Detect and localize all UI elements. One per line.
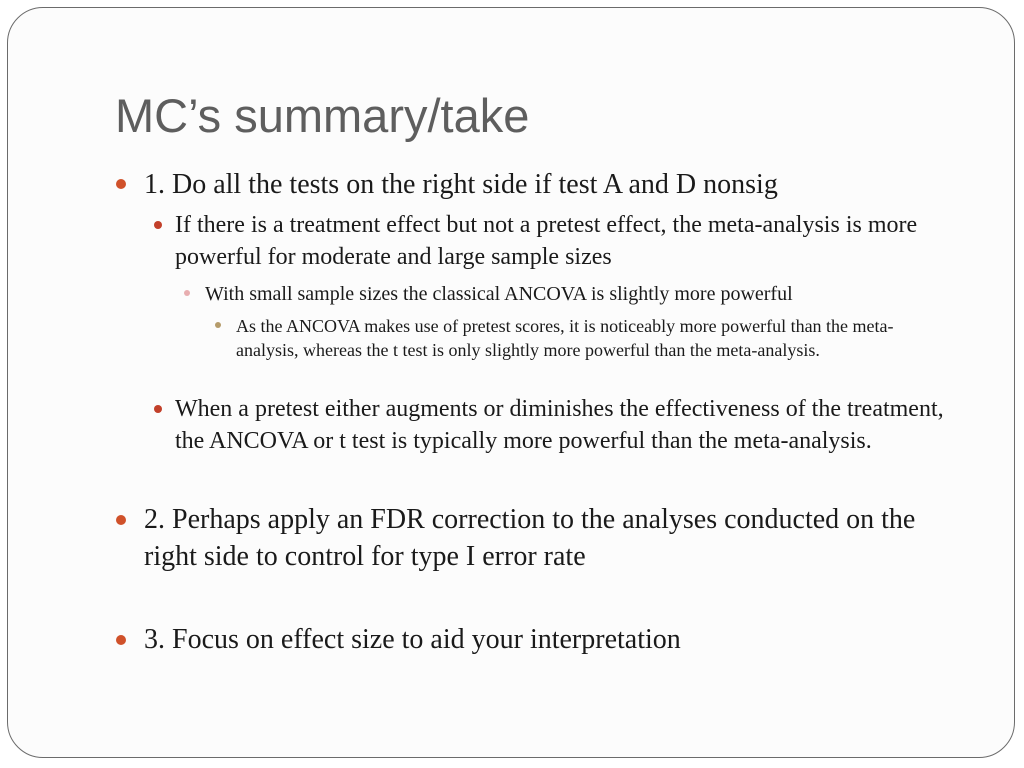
bullet-text: 1. Do all the tests on the right side if test A and D nonsig bbox=[144, 169, 778, 200]
bullet-dot-icon bbox=[154, 221, 162, 229]
bullet-dot-icon bbox=[154, 405, 162, 413]
bullet-dot-icon bbox=[116, 515, 126, 525]
bullet-dot-icon bbox=[116, 635, 126, 645]
bullet-text: When a pretest either augments or diminishes the effectiveness of the treatment, the ANCOVA or t test is typically more powerful than the meta-analysis. bbox=[175, 396, 944, 454]
bullet-dot-icon bbox=[116, 179, 126, 189]
bullet-text: If there is a treatment effect but not a pretest effect, the meta-analysis is more powerful for moderate and large sample sizes bbox=[175, 212, 918, 270]
bullet-dot-icon bbox=[215, 322, 221, 328]
slide-title: MC’s summary/take bbox=[115, 89, 530, 142]
bullet-text: As the ANCOVA makes use of pretest scores, it is noticeably more powerful than the meta-analysis, whereas the t test is only slightly more powerful than the meta-analysis. bbox=[236, 316, 894, 360]
bullet-dot-icon bbox=[184, 290, 190, 296]
bullet-text: 2. Perhaps apply an FDR correction to the analyses conducted on the right side to control for type I error rate bbox=[144, 504, 916, 572]
bullet-text: With small sample sizes the classical ANCOVA is slightly more powerful bbox=[205, 283, 793, 305]
bullet-text: 3. Focus on effect size to aid your interpretation bbox=[144, 624, 681, 655]
